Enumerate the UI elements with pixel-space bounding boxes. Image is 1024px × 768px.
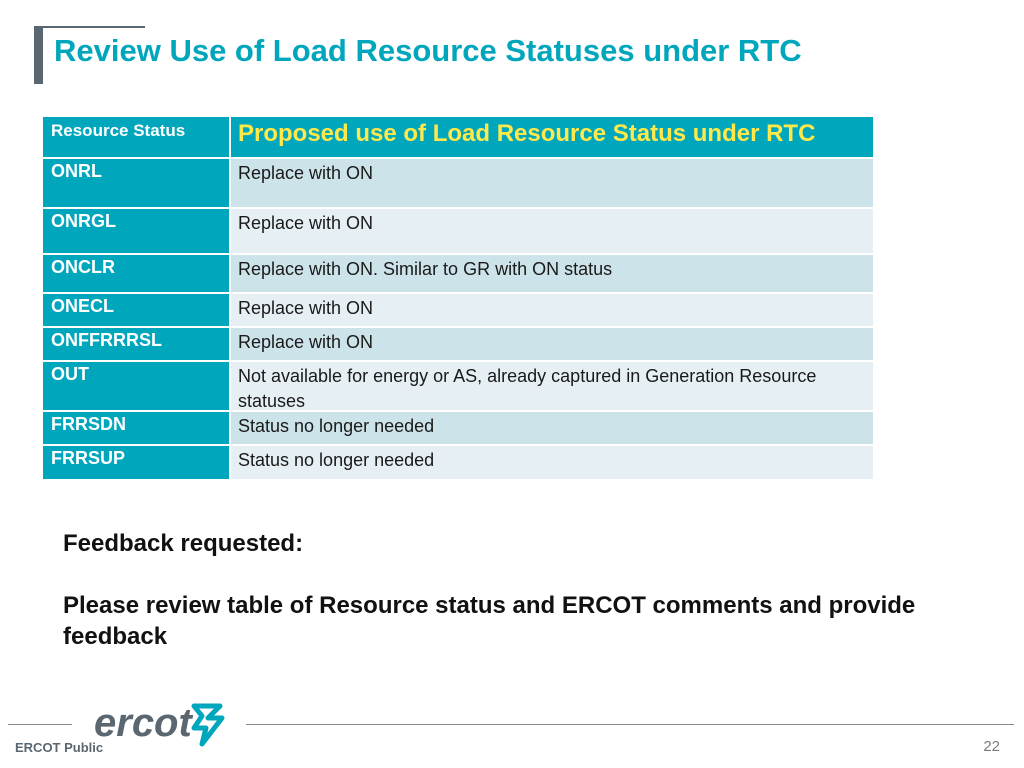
header-resource-status: Resource Status [43,117,229,157]
proposed-use-cell: Not available for energy or AS, already captured in Generation Resource statuses [231,362,873,410]
ercot-logo [94,700,228,752]
table-row [43,294,873,326]
proposed-use-cell: Replace with ON. Similar to GR with ON status [231,255,873,292]
table-row [43,255,873,292]
feedback-heading: Feedback requested: [63,530,304,557]
title-accent-line [34,26,145,28]
title-accent-bar [34,26,43,84]
status-cell: OUT [43,362,229,410]
table-row [43,446,873,479]
status-cell: ONRL [43,159,229,207]
status-cell: FRRSUP [43,446,229,479]
proposed-use-cell: Replace with ON [231,328,873,360]
proposed-use-cell: Replace with ON [231,209,873,253]
footer-divider-left [8,724,72,725]
slide-title: Review Use of Load Resource Statuses under RTC [54,33,802,68]
proposed-use-cell: Replace with ON [231,159,873,207]
table-row [43,328,873,360]
table-row [43,209,873,253]
status-cell: FRRSDN [43,412,229,444]
feedback-body: Please review table of Resource status and ERCOT comments and provide feedback [63,592,916,650]
header-proposed-use: Proposed use of Load Resource Status under RTC [231,117,873,157]
proposed-use-cell: Replace with ON [231,294,873,326]
ercot-logo-wordmark: ercot [94,701,192,745]
proposed-use-cell: Status no longer needed [231,412,873,444]
status-cell: ONFFRRRSL [43,328,229,360]
proposed-use-cell: Status no longer needed [231,446,873,479]
footer-classification: ERCOT Public [15,740,104,755]
status-cell: ONECL [43,294,229,326]
table-row [43,159,873,207]
footer-divider-right [246,724,1014,725]
status-cell: ONCLR [43,255,229,292]
ercot-bolt-icon [194,706,222,744]
status-cell: ONRGL [43,209,229,253]
table-row [43,362,873,410]
table-header-row [43,117,873,157]
page-number: 22 [983,738,1000,755]
table-row [43,412,873,444]
